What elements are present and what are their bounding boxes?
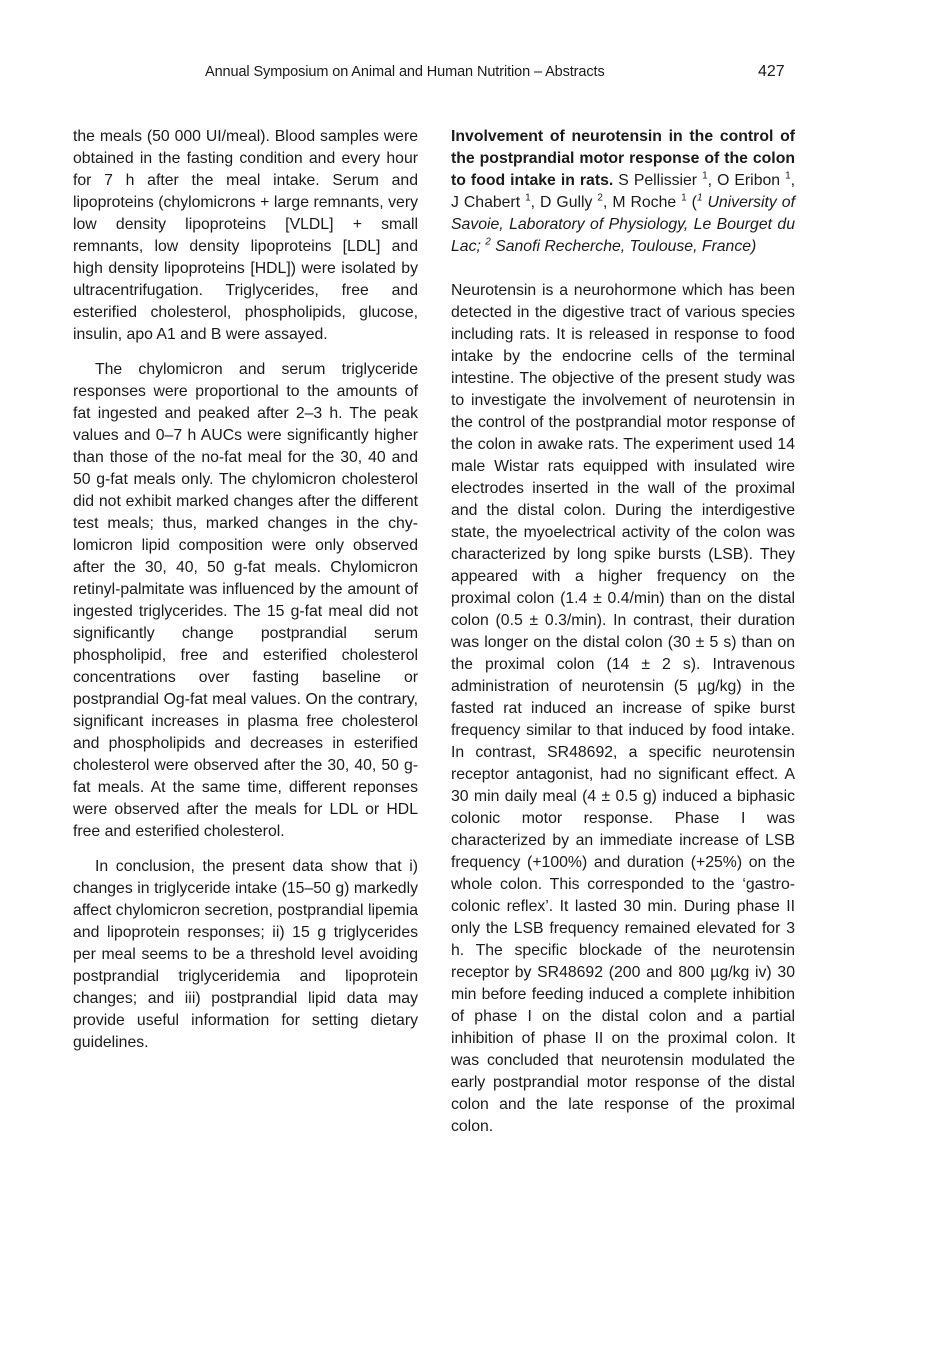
left-paragraph-3: In conclusion, the present data show that i) changes in triglyceride intake (15–50 g) markedly affect chylomicron secretion, postprandial lipemia and lipoprotein responses; ii) 15 g triglycerides per meal seems to be a threshold level avoiding postprandial triglyceridemia and lipoprotein changes; and iii) postprandial lipid data may provide useful information for setting dietary guidelines. bbox=[73, 858, 418, 1051]
author-1: S Pellissier $^1$ bbox=[618, 170, 708, 189]
left-paragraph-1: the meals (50 000 UI/meal). Blood samples were obtained in the fasting condition and every hour for 7 h after the meal intake. Serum and lipoproteins (chylomicrons + large remnants, very low density lipoproteins [VLDL] + small remnants, low density lipoproteins [LDL] and high density lipoproteins [HDL]) were isolated by ultracentrifugation. Triglycerides, free and esterified cholesterol, phospholipids, glucose, insulin, apo A1 and B were assayed. bbox=[73, 128, 418, 343]
author-5: M Roche $^1$ bbox=[612, 192, 687, 211]
author-3: J Chabert $^1$ bbox=[451, 192, 531, 211]
abstract-title: Involvement of neurotensin in the control of the postprandial motor response of the colon to food intake in rats. bbox=[451, 128, 795, 189]
left-column bbox=[73, 126, 418, 1054]
abstract-heading: Involvement of neurotensin in the control of the postprandial motor response of the colon to food intake in rats. S Pellissier $^1$, O Eribon $^1$, J Chabert $^1$, D Gully $^2$, M Roche $^1$ ($^1$ University of Savoie, Laboratory of Physiology, Le Bourget du Lac; $^2$ Sanofi Recherche, Toulouse, France) bbox=[451, 128, 796, 255]
page-number: 427 bbox=[758, 63, 785, 80]
author-2: O Eribon $^1$ bbox=[717, 170, 791, 189]
running-head: Annual Symposium on Animal and Human Nutrition – Abstracts bbox=[205, 64, 605, 80]
affiliation-1: $^1$ University of Savoie, Laboratory of Physiology, Le Bourget du Lac; bbox=[451, 192, 795, 255]
left-paragraph-2: The chylomicron and serum triglyceride responses were proportional to the amounts of fat ingested and peaked after 2–3 h. The peak values and 0–7 h AUCs were significantly higher than those of the no-fat meal for the 30, 40 and 50 g-fat meals only. The chylomicron cholesterol did not exhibit marked changes after the different test meals; thus, marked changes in the chylomicron lipid composition were only observed after the 30, 40, 50 g-fat meals. Chylomicron retinyl-palmitate was influenced by the amount of ingested triglycerides. The 15 g-fat meal did not significantly change postprandial serum phospholipid, free and esterified cholesterol concentrations over fasting baseline or postprandial Og-fat meal values. On the contrary, significant increases in plasma free cholesterol and phospholipids and decreases in esterified cholesterol were observed after the 30, 40, 50 g-fat meals. At the same time, different reponses were observed after the meals for LDL or HDL free and esterified cholesterol. bbox=[73, 361, 418, 840]
abstract-body: Neurotensin is a neurohormone which has been detected in the digestive tract of various species including rats. It is released in response to food intake by the endocrine cells of the terminal intestine. The objective of the present study was to investigate the involvement of neurotensin in the control of the postprandial motor response of the colon in awake rats. The experiment used 14 male Wistar rats equipped with insulated wire electrodes inserted in the wall of the proximal and the distal colon. During the interdigestive state, the myoelectrical activity of the colon was characterized by long spike bursts (LSB). They appeared with a higher frequency on the proximal colon (1.4 ± 0.4/min) than on the distal colon (0.5 ± 0.3/min). In contrast, their duration was longer on the distal colon (30 ± 5 s) than on the proximal colon (14 ± 2 s). Intravenous administration of neurotensin (5 µg/kg) in the fasted rat induced an increase of spike burst frequency similar to that induced by food intake. In contrast, SR48692, a specific neurotensin receptor antagonist, had no significant effect. A 30 min daily meal (4 ± 0.5 g) induced a biphasic colonic motor response. Phase I was characterized by an immediate increase of LSB frequency (+100%) and duration (+25%) on the whole colon. This corresponded to the ‘gastrocolonic reflex’. It lasted 30 min. During phase II only the LSB frequency remained elevated for 3 h. The specific blockade of the neurotensin receptor by SR48692 (200 and 800 µg/kg iv) 30 min before feeding induced a complete inhibition of phase I on the distal colon and a partial inhibition of phase II on the proximal colon. It was concluded that neurotensin modulated the early postprandial motor response of the distal colon and the late response of the proximal colon. bbox=[451, 282, 795, 1135]
right-column bbox=[451, 126, 795, 1138]
author-4: D Gully $^2$ bbox=[540, 192, 603, 211]
affiliation-2: $^2$ Sanofi Recherche, Toulouse, France) bbox=[485, 236, 757, 255]
